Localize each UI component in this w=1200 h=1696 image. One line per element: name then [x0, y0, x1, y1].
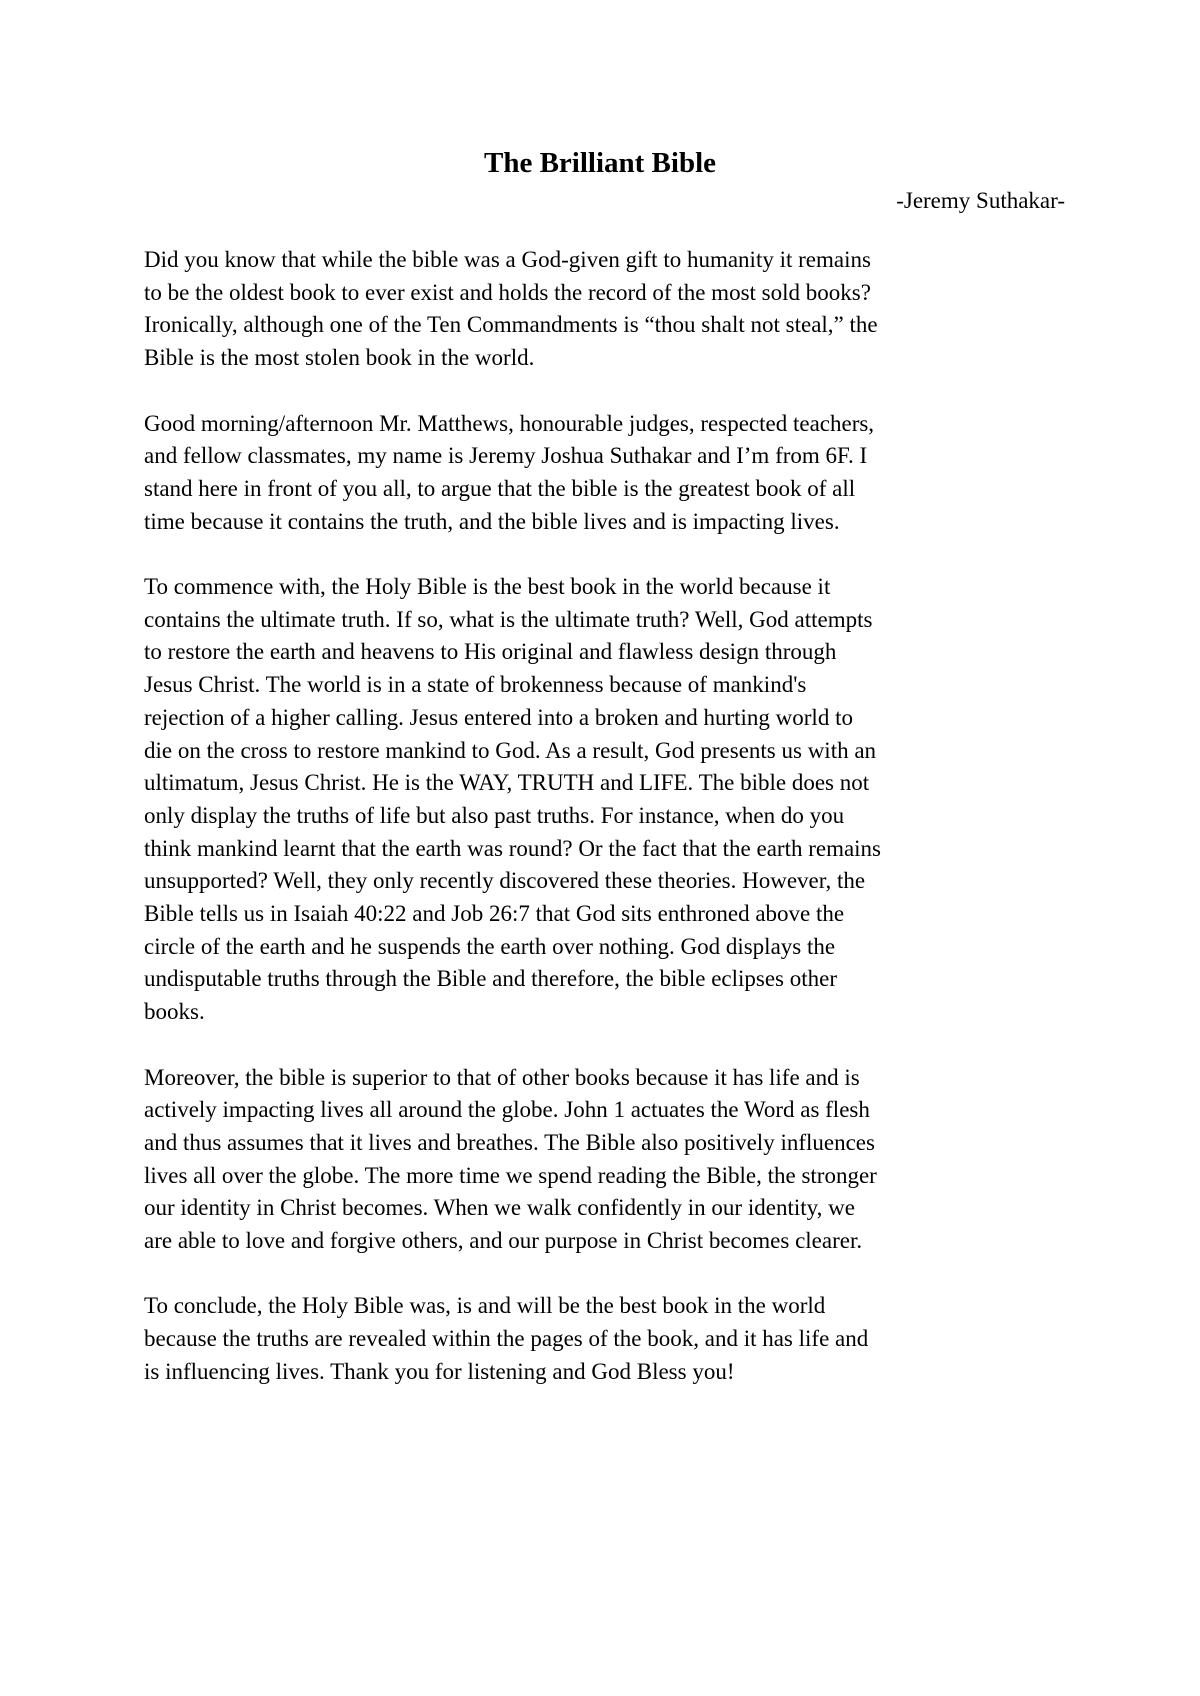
paragraph-greeting	[144, 408, 1068, 539]
text-line: unsupported? Well, they only recently discovered these theories. However, the	[144, 868, 866, 894]
text-line: undisputable truths through the Bible and therefore, the bible eclipses other	[144, 966, 838, 992]
paragraph-conclusion	[144, 1290, 1068, 1388]
text-line: time because it contains the truth, and the bible lives and is impacting lives.	[144, 508, 840, 534]
paragraph-truth	[144, 571, 1068, 1029]
text-line: are able to love and forgive others, and our purpose in Christ becomes clearer.	[144, 1228, 863, 1254]
text-line: and fellow classmates, my name is Jeremy Joshua Suthakar and I’m from 6F. I	[144, 443, 868, 469]
text-line: and thus assumes that it lives and breathes. The Bible also positively influences	[144, 1129, 875, 1155]
text-line: books.	[144, 999, 205, 1025]
text-line: Bible tells us in Isaiah 40:22 and Job 26:7 that God sits enthroned above the	[144, 901, 845, 927]
text-line: Bible is the most stolen book in the world.	[144, 345, 535, 371]
text-line: To conclude, the Holy Bible was, is and will be the best book in the world	[144, 1293, 826, 1319]
text-line: lives all over the globe. The more time we spend reading the Bible, the stronger	[144, 1162, 877, 1188]
text-line: contains the ultimate truth. If so, what is the ultimate truth? Well, God attempts	[144, 606, 873, 632]
text-line: die on the cross to restore mankind to God. As a result, God presents us with an	[144, 737, 877, 763]
text-line: Good morning/afternoon Mr. Matthews, honourable judges, respected teachers,	[144, 410, 875, 436]
text-line: to restore the earth and heavens to His original and flawless design through	[144, 639, 837, 665]
text-line: our identity in Christ becomes. When we walk confidently in our identity, we	[144, 1195, 855, 1221]
text-line: Jesus Christ. The world is in a state of brokenness because of mankind's	[144, 672, 807, 698]
text-line: to be the oldest book to ever exist and holds the record of the most sold books?	[144, 279, 871, 305]
text-line: is influencing lives. Thank you for listening and God Bless you!	[144, 1358, 735, 1384]
author-byline: -Jeremy Suthakar-	[896, 188, 1065, 213]
document-title: The Brilliant Bible	[483, 147, 717, 179]
paragraph-life	[144, 1062, 1068, 1258]
text-line: think mankind learnt that the earth was round? Or the fact that the earth remains	[144, 835, 882, 861]
text-line: Did you know that while the bible was a God-given gift to humanity it remains	[144, 247, 871, 272]
text-line: rejection of a higher calling. Jesus entered into a broken and hurting world to	[144, 704, 853, 730]
text-line: circle of the earth and he suspends the earth over nothing. God displays the	[144, 933, 836, 959]
text-line: Ironically, although one of the Ten Commandments is “thou shalt not steal,” the	[144, 312, 878, 338]
text-line: only display the truths of life but also past truths. For instance, when do you	[144, 802, 845, 828]
paragraph-intro	[144, 244, 1068, 375]
text-line: stand here in front of you all, to argue that the bible is the greatest book of all	[144, 475, 856, 501]
text-line: ultimatum, Jesus Christ. He is the WAY, TRUTH and LIFE. The bible does not	[144, 770, 870, 796]
text-line: To commence with, the Holy Bible is the best book in the world because it	[144, 574, 831, 599]
text-line: actively impacting lives all around the globe. John 1 actuates the Word as flesh	[144, 1097, 870, 1123]
text-line: because the truths are revealed within the pages of the book, and it has life and	[144, 1326, 869, 1352]
text-line: Moreover, the bible is superior to that of other books because it has life and is	[144, 1064, 860, 1090]
document-body	[144, 244, 1068, 1421]
